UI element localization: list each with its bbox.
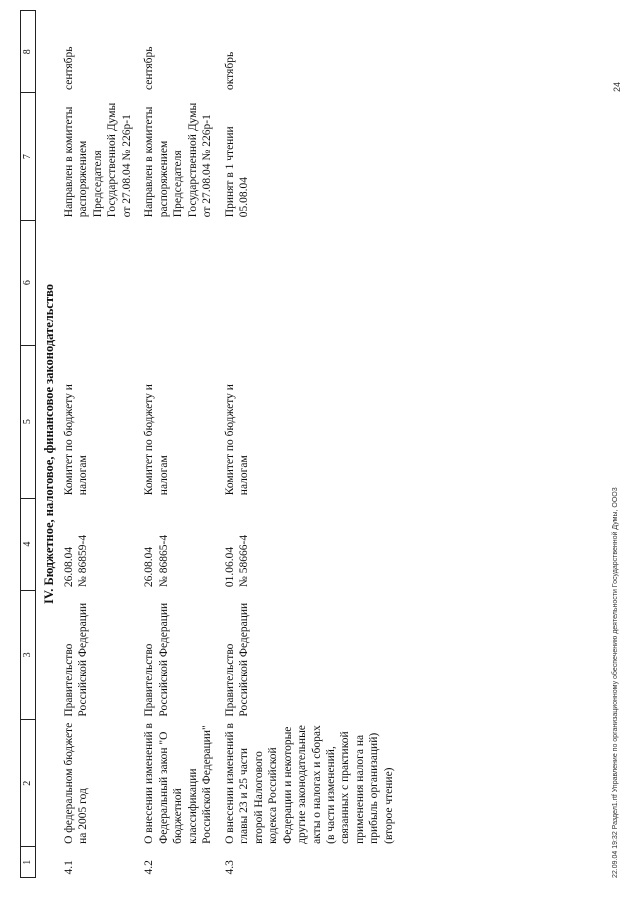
bill-title: О внесении изменений в Федеральный закон "О бюджетной классификации Российской Федерации" xyxy=(143,723,214,844)
column-number: 1 xyxy=(21,847,36,878)
table-row xyxy=(221,11,403,878)
bill-status: Принят в 1 чтении 05.08.04 xyxy=(223,126,251,218)
planned-term: октябрь xyxy=(223,51,236,90)
intro-cell xyxy=(140,498,220,590)
responsible-committee: Комитет по бюджету и налогам xyxy=(62,384,90,496)
intro-date: 26.08.04 xyxy=(62,546,75,588)
column-number: 2 xyxy=(21,720,36,847)
row-number: 4.3 xyxy=(223,860,236,875)
intro-cell xyxy=(60,498,140,590)
planned-term: сентябрь xyxy=(143,46,156,90)
bill-title: О внесении изменений в главы 23 и 25 части второй Налогового кодекса Российской Федерации и некоторые другие законодательные акты о налогах и сборах (в части изменений, связанных с практикой применения налога на прибыль организаций) (второе чтение) xyxy=(223,723,395,844)
legislation-table xyxy=(20,10,402,878)
page-number: 24 xyxy=(612,81,622,92)
row-number: 4.2 xyxy=(143,860,156,875)
column-number: 8 xyxy=(21,11,36,94)
table-row xyxy=(140,11,220,878)
page-footer: 22.09.04 19:32 Раздел1.rtf Управление по организационному обеспечению деятельности Государственной Думы, ООО3 xyxy=(612,487,619,878)
initiator: Правительство Российской Федерации xyxy=(62,602,90,717)
responsible-committee: Комитет по бюджету и налогам xyxy=(223,384,251,496)
bill-status: Направлен в комитеты распоряжением Председателя Государственной Думы от 27.08.04 № 226р-1 xyxy=(62,102,133,218)
table-row xyxy=(60,11,140,878)
initiator: Правительство Российской Федерации xyxy=(143,602,170,717)
registration-number: № 86865-4 xyxy=(157,534,170,588)
column-number: 5 xyxy=(21,345,36,498)
section-heading-row xyxy=(36,11,60,878)
intro-date: 01.06.04 xyxy=(223,546,236,588)
responsible-committee: Комитет по бюджету и налогам xyxy=(143,384,170,496)
bill-status: Направлен в комитеты распоряжением Председателя Государственной Думы от 27.08.04 № 226р-1 xyxy=(143,102,214,218)
column-6-cell xyxy=(140,220,220,345)
column-number: 4 xyxy=(21,498,36,590)
row-number: 4.1 xyxy=(62,860,75,875)
column-number-row xyxy=(21,11,36,878)
bill-title: О федеральном бюджете на 2005 год xyxy=(62,722,90,844)
section-title: IV. Бюджетное, налоговое, финансовое законодательство xyxy=(42,283,56,605)
registration-number: № 86859-4 xyxy=(77,534,90,588)
column-number: 6 xyxy=(21,220,36,345)
planned-term: сентябрь xyxy=(62,46,75,90)
column-number: 3 xyxy=(21,590,36,720)
column-6-cell xyxy=(221,220,403,345)
initiator: Правительство Российской Федерации xyxy=(223,602,251,717)
registration-number: № 58666-4 xyxy=(238,534,251,588)
column-number: 7 xyxy=(21,93,36,220)
column-6-cell xyxy=(60,220,140,345)
intro-date: 26.08.04 xyxy=(143,546,156,588)
intro-cell xyxy=(221,498,403,590)
